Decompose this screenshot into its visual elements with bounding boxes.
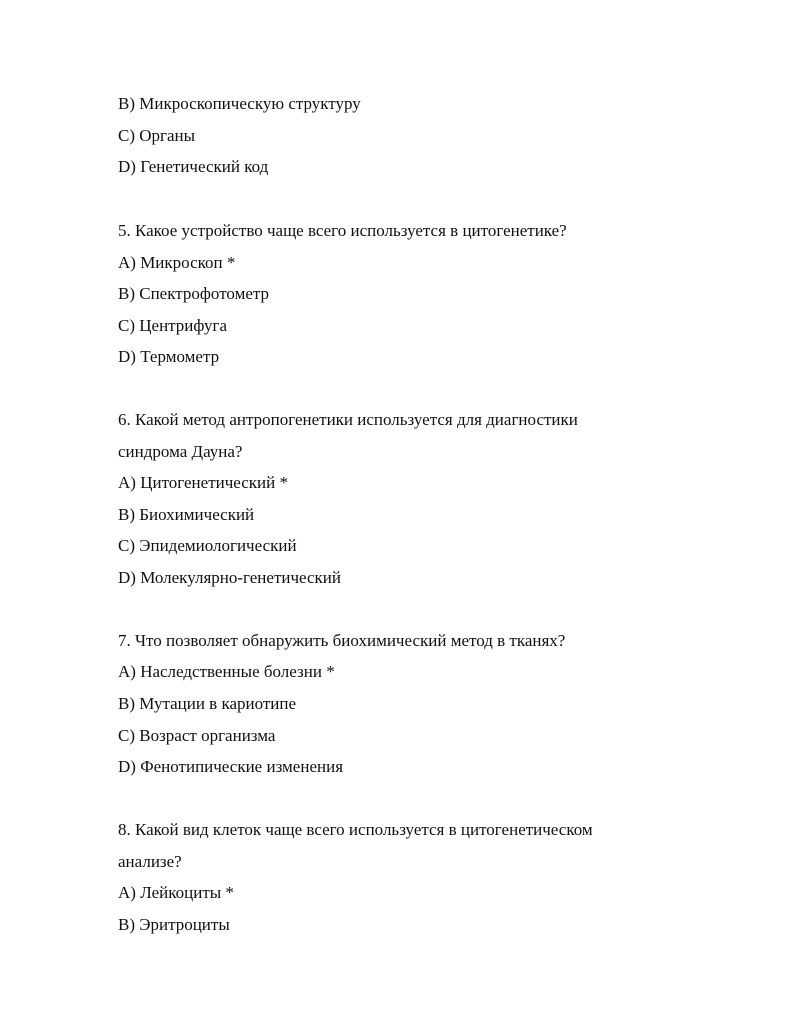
answer-option: D) Генетический код xyxy=(118,157,269,176)
answer-option: A) Наследственные болезни * xyxy=(118,662,335,681)
question-5-text: 5. Какое устройство чаще всего используется в цитогенетике? xyxy=(118,221,567,240)
answer-option: C) Возраст организма xyxy=(118,726,276,745)
answer-option: B) Спектрофотометр xyxy=(118,284,270,303)
answer-option: A) Цитогенетический * xyxy=(118,473,288,492)
answer-option: B) Эритроциты xyxy=(118,915,230,934)
answer-option: B) Биохимический xyxy=(118,505,255,524)
question-8-text: 8. Какой вид клеток чаще всего используется в цитогенетическом xyxy=(118,820,593,839)
question-8-text: анализе? xyxy=(118,852,182,871)
answer-option: A) Микроскоп * xyxy=(118,253,236,272)
question-6-text: синдрома Дауна? xyxy=(118,442,243,461)
answer-option: C) Эпидемиологический xyxy=(118,536,297,555)
answer-option: D) Фенотипические изменения xyxy=(118,757,344,776)
question-6-text: 6. Какой метод антропогенетики используется для диагностики xyxy=(118,410,578,429)
answer-option: B) Мутации в кариотипе xyxy=(118,694,297,713)
answer-option: D) Термометр xyxy=(118,347,220,366)
answer-option: C) Центрифуга xyxy=(118,316,228,335)
question-7-text: 7. Что позволяет обнаружить биохимический метод в тканях? xyxy=(118,631,566,650)
answer-option: D) Молекулярно-генетический xyxy=(118,568,342,587)
answer-option: A) Лейкоциты * xyxy=(118,883,234,902)
answer-option: B) Микроскопическую структуру xyxy=(118,94,361,113)
answer-option: C) Органы xyxy=(118,126,196,145)
